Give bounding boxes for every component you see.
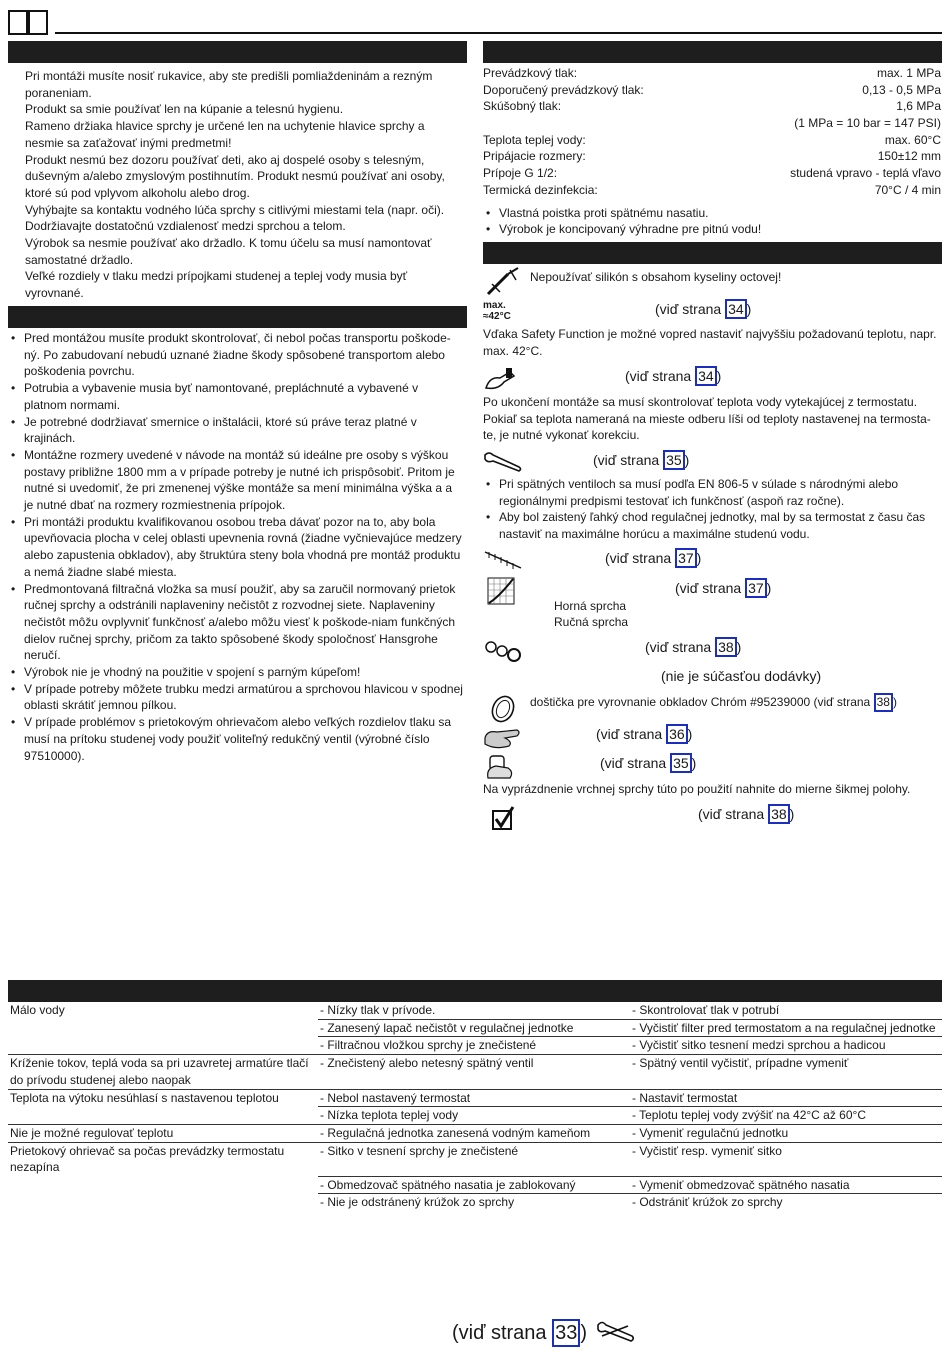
page-ref-number[interactable]: 37	[675, 548, 697, 568]
spec-table	[483, 65, 941, 238]
page-ref-number[interactable]: 38	[874, 693, 893, 712]
cause-cell: - Nebol nastavený termostat	[318, 1089, 630, 1107]
section-bar-symbols	[483, 242, 942, 264]
spec-row	[483, 65, 941, 82]
section-bar-safety	[8, 41, 467, 63]
cause-cell: - Nízka teplota teplej vody	[318, 1107, 630, 1125]
max-temperature-value: ≈42°C	[483, 311, 511, 322]
section-bar-troubleshooting	[8, 980, 942, 1002]
fix-cell: - Teplotu teplej vody zvýšiť na 42°C až 60°C	[630, 1107, 942, 1125]
spec-value: max. 1 MPa	[876, 66, 941, 80]
accessory-plate-icon	[489, 694, 517, 724]
spec-bullet: • Výrobok je koncipovaný výhradne pre pitnú vodu!	[483, 221, 941, 238]
table-row	[8, 1142, 942, 1176]
manual-book-icon	[8, 8, 48, 36]
fix-cell: - Vyčistiť filter pred termostatom a na regulačnej jednotke	[630, 1019, 942, 1037]
safety-paragraph: Produkt sa smie používať len na kúpanie a telesnú hygienu.	[25, 102, 344, 117]
cause-cell: - Zanesený lapač nečistôt v regulačnej jednotke	[318, 1019, 630, 1037]
page-ref-number[interactable]: 35	[670, 753, 692, 773]
table-row	[8, 1194, 942, 1211]
cause-cell: - Nie je odstránený krúžok zo sprchy	[318, 1194, 630, 1211]
page-ref-number[interactable]: 35	[663, 450, 685, 470]
safety-paragraph: Produkt nesmú bez dozoru používať deti, ako aj dospelé osoby s telesným, duševným a/alebo zmyslovým postihnutím. Produkt nesmú používať ani osoby, ktoré sú pod vplyvom alkoholu alebo drog.	[25, 152, 445, 200]
page-ref-link[interactable]: (viď strana 36 )	[596, 726, 693, 742]
safety-paragraph: Veľké rozdiely v tlaku medzi prípojkami studenej a teplej vody musia byť vyrovnané.	[25, 269, 408, 301]
installation-bullet: • Výrobok nie je vhodný na použitie v spojení s parným kúpeľom!	[8, 664, 464, 681]
spec-row	[483, 165, 941, 182]
table-row	[8, 1037, 942, 1055]
page-ref-link[interactable]: (viď strana 35 )	[593, 452, 690, 468]
fix-cell: - Vymeniť regulačnú jednotku	[630, 1124, 942, 1142]
page-ref-link[interactable]: (viď strana 37 )	[675, 580, 772, 596]
troubleshooting-table	[8, 1002, 942, 1211]
cause-cell: - Sitko v tesnení sprchy je znečistené	[318, 1142, 630, 1176]
footer-page-number[interactable]: 33	[552, 1319, 580, 1347]
page-ref-link[interactable]: (viď strana 35 )	[600, 755, 697, 771]
cause-cell: - Nízky tlak v prívode.	[320, 1003, 436, 1017]
cause-cell: - Regulačná jednotka zanesená vodným kameňom	[318, 1124, 630, 1142]
operation-hand-icon	[484, 754, 516, 780]
problem-cell	[8, 1107, 318, 1125]
problem-cell	[8, 1037, 318, 1055]
section-bar-installation	[8, 306, 467, 328]
spec-row	[483, 82, 941, 99]
fix-cell: - Skontrolovať tlak v potrubí	[632, 1003, 780, 1017]
problem-cell	[8, 1194, 318, 1211]
fix-cell: - Odstrániť krúžok zo sprchy	[630, 1194, 942, 1211]
safety-paragraph: Pri montáži musíte nosiť rukavice, aby ste predišli pomliaždeninám a rezným poraneniam.	[25, 69, 433, 100]
drain-text: Na vyprázdnenie vrchnej sprchy túto po použití nahnite do mierne šikmej polohy.	[483, 782, 911, 796]
max-temperature-icon	[483, 300, 523, 322]
problem-cell: Kríženie tokov, teplá voda sa pri uzavretej armatúre tlačí do prívodu studenej alebo naopak	[8, 1055, 318, 1089]
page-ref-number[interactable]: 36	[666, 724, 688, 744]
spray-type-label: Horná sprcha	[554, 599, 627, 613]
spec-row	[483, 98, 941, 115]
installation-bullet: • Potrubia a vybavenie musia byť namontované, prepláchnuté a vybavené v platnom normami.	[8, 380, 464, 413]
spec-value: 70°C / 4 min	[874, 182, 941, 197]
page-ref-number[interactable]: 38	[715, 637, 737, 657]
problem-cell	[8, 1019, 318, 1037]
spec-label: Skúšobný tlak:	[483, 99, 562, 114]
fix-cell: - Vyčistiť resp. vymeniť sitko	[630, 1142, 942, 1176]
spec-row	[483, 132, 941, 149]
table-row	[8, 1089, 942, 1107]
table-row	[8, 1124, 942, 1142]
accessory-text: doštička pre vyrovnanie obkladov Chróm #95239000 (viď strana 38 )	[530, 693, 897, 712]
spec-label: Teplota teplej vody:	[483, 132, 586, 147]
safety-paragraph: Rameno držiaka hlavice sprchy je určené len na uchytenie hlavice sprchy a nesmie sa zaťažovať inými predmetmi!	[25, 119, 425, 150]
silicone-gun-icon	[486, 266, 522, 296]
wrench-icon	[483, 451, 523, 473]
safety-function-text: Vďaka Safety Function je možné vopred nastaviť najvyššiu požadovanú teplotu, napr. max. 42°C.	[483, 327, 937, 358]
section-bar-specs	[483, 41, 942, 63]
fix-cell: - Spätný ventil vyčistiť, prípadne vymeniť	[630, 1055, 942, 1089]
page-ref-link[interactable]: (viď strana 34 )	[625, 368, 722, 384]
table-row	[8, 1002, 942, 1019]
spec-label: Prípoje G 1/2:	[483, 166, 558, 181]
spec-value: (1 MPa = 10 bar = 147 PSI)	[794, 116, 941, 131]
installation-bullet: • V prípade problémov s prietokovým ohrievačom alebo veľkých rozdielov tlaku sa musí na prítoku studenej vody použiť voliteľný redukčný ventil (výrobné číslo 97510000).	[8, 714, 464, 764]
fix-cell: - Nastaviť termostat	[630, 1089, 942, 1107]
problem-cell: Prietokový ohrievač sa počas prevádzky termostatu nezapína	[8, 1142, 318, 1176]
maintenance-bullet: • Aby bol zaistený ľahký chod regulačnej jednotky, mal by sa termostat z času čas nastaviť na maximálne horúcu a maximálne studenú vodu.	[483, 509, 942, 542]
page-ref-number[interactable]: 34	[725, 299, 747, 319]
cleaning-hand-icon	[483, 724, 523, 750]
spec-label: Pripájacie rozmery:	[483, 149, 586, 164]
safety-paragraph: Výrobok sa nesmie používať ako držadlo. K tomu účelu sa musí namontovať samostatné držadlo.	[25, 236, 432, 267]
not-included-note: (nie je súčasťou dodávky)	[661, 668, 822, 684]
spec-value: 0,13 - 0,5 MPa	[862, 82, 941, 97]
spec-row	[483, 148, 941, 165]
page-ref-link[interactable]: (viď strana 38 )	[645, 639, 742, 655]
table-row	[8, 1055, 942, 1089]
flow-diagram-icon	[487, 577, 515, 605]
cause-cell: - Obmedzovač spätného nasatia je zablokovaný	[318, 1176, 630, 1194]
page-ref-link[interactable]: (viď strana 37 )	[605, 550, 702, 566]
maintenance-bullet: • Pri spätných ventiloch sa musí podľa EN 806-5 v súlade s národnými alebo regionálnymi predpismi testovať ich funkčnosť (aspoň raz ročne).	[483, 476, 942, 509]
max-temperature-label: max.	[483, 300, 506, 311]
installation-bullet: • V prípade potreby môžete trubku medzi armatúrou a sprchovou hlavicou v spodnej oblasti skrátiť jemnou pílkou.	[8, 681, 464, 714]
calibration-text: Po ukončení montáže sa musí skontrolovať teplota vody vytekajúcej z termostatu. Pokiaľ sa teplota nameraná na mieste odberu líši od teploty nastavenej na termosta-te, je nutné vykonať korekciu.	[483, 395, 931, 443]
installation-bullet: • Je potrebné dodržiavať smernice o inštalácii, ktoré sú práve teraz platné v krajinách.	[8, 414, 464, 447]
ruler-icon	[483, 548, 523, 572]
spec-label: Termická dezinfekcia:	[483, 182, 598, 197]
spec-value: max. 60°C	[884, 132, 941, 147]
spec-value: studená vpravo - teplá vľavo	[790, 166, 941, 181]
spec-label: Doporučený prevádzkový tlak:	[483, 82, 644, 97]
page-ref-link[interactable]: (viď strana 38 )	[698, 806, 795, 822]
hand-thermometer-icon	[484, 366, 518, 392]
spec-value: 150±12 mm	[877, 149, 941, 164]
page-ref-number[interactable]: 38	[768, 804, 790, 824]
spray-type-label: Ručná sprcha	[554, 615, 629, 629]
installation-bullet: • Predmontovaná filtračná vložka sa musí použiť, aby sa zaručil normovaný prietok ručnej sprchy a odstránili naplaveniny nečistôt z rozvodnej siete. Naplaveniny nečistôt môžu ovplyvniť funkčnosť a/alebo môžu viesť k poškode-niam funkčných dielov ručnej sprchy, pričom za takto spôsobené škody spoločnosť Hansgrohe neručí.	[8, 581, 464, 665]
table-row	[8, 1176, 942, 1194]
problem-cell: Nie je možné regulovať teplotu	[8, 1124, 318, 1142]
problem-cell: Málo vody	[10, 1003, 65, 1017]
fix-cell: - Vymeniť obmedzovač spätného nasatia	[630, 1176, 942, 1194]
problem-cell: Teplota na výtoku nesúhlasí s nastavenou teplotou	[8, 1089, 318, 1107]
checkbox-test-icon	[491, 805, 515, 831]
table-row	[8, 1019, 942, 1037]
spec-value: 1,6 MPa	[896, 99, 941, 114]
footer-page-ref[interactable]: (viď strana 33 )	[452, 1319, 587, 1347]
maintenance-list	[483, 476, 942, 543]
cause-cell: - Znečistený alebo netesný spätný ventil	[318, 1055, 630, 1089]
installation-bullet: • Montážne rozmery uvedené v návode na montáž sú ideálne pre osoby s výškou postavy približne 1800 mm a v prípade potreby je nutné ich prispôsobiť. Pritom je nutné si uvedomiť, že pri zmenenej výške montáže sa mení minimálna výška a a je nutné dbať na rozmery rozmiestnenia prípojok.	[8, 447, 464, 514]
safety-paragraph: Vyhýbajte sa kontaktu vodného lúča sprchy s citlivými miestami tela (napr. oči). Dodržiavajte dostatočnú vzdialenosť medzi sprchou a telom.	[25, 202, 445, 234]
table-row	[8, 1107, 942, 1125]
fix-cell: - Vyčistiť sitko tesnení medzi sprchou a hadicou	[630, 1037, 942, 1055]
silicone-note: Nepoužívať silikón s obsahom kyseliny octovej!	[530, 270, 782, 284]
installation-bullet: • Pred montážou musíte produkt skontrolovať, či nebol počas transportu poškode-ný. Po zabudovaní nebudú uznané žiadne škody spôsobené transportom alebo poškodenia povrchu.	[8, 330, 464, 380]
spare-parts-icon	[483, 638, 523, 664]
spec-bullet: • Vlastná poistka proti spätnému nasatiu.	[483, 205, 941, 222]
page-ref-number[interactable]: 34	[695, 366, 717, 386]
installation-bullet: • Pri montáži produktu kvalifikovanou osobou treba dávať pozor na to, aby bola upevňovacia plocha v celej oblasti upevnenia rovná (žiadne vyčnievajúce medzery alebo zapustenia obkladov), aby štruktúra steny bola vhodná pre montáž produktu a nemá žiadne slabé miesta.	[8, 514, 464, 581]
cause-cell: - Filtračnou vložkou sprchy je znečistené	[318, 1037, 630, 1055]
spec-row	[483, 115, 941, 132]
page-ref-number[interactable]: 37	[745, 578, 767, 598]
problem-cell	[8, 1176, 318, 1194]
installation-list	[8, 330, 464, 764]
spec-label: Prevádzkový tlak:	[483, 66, 578, 80]
page-ref-link[interactable]: (viď strana 34 )	[655, 301, 752, 317]
header-rule	[55, 32, 942, 34]
spec-row	[483, 182, 941, 199]
safety-text	[25, 68, 450, 302]
wrench-icon	[596, 1320, 636, 1344]
